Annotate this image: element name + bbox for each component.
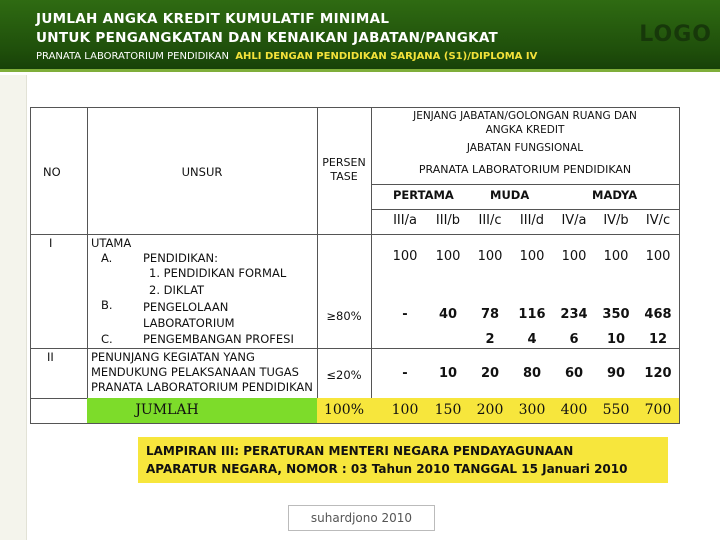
label-utama: UTAMA: [91, 236, 132, 250]
value-cell: 12: [648, 332, 668, 347]
value-cell: 10: [606, 332, 626, 347]
value-cell: 120: [644, 366, 672, 381]
value-cell: -: [402, 307, 408, 322]
left-sidebar-strip: [0, 75, 27, 540]
value-cell: 100: [392, 249, 418, 264]
level-muda: MUDA: [490, 188, 530, 202]
jumlah-pct: 100%: [323, 402, 365, 418]
value-cell: 2: [485, 332, 495, 347]
value-cell: 60: [564, 366, 584, 381]
grade: III/b: [435, 213, 461, 228]
row-no-ii: II: [47, 350, 54, 364]
value-cell: 90: [606, 366, 626, 381]
divider: [87, 108, 88, 423]
label-a: A.: [101, 251, 113, 265]
grade: IV/c: [645, 213, 671, 228]
credit-table: [30, 107, 680, 424]
value-cell: 80: [522, 366, 542, 381]
label-pengelolaan: PENGELOLAAN: [143, 300, 229, 314]
title-line-1: JUMLAH ANGKA KREDIT KUMULATIF MINIMAL: [36, 11, 390, 27]
divider: [31, 348, 679, 349]
header-persen: PERSEN: [322, 156, 366, 169]
divider: [31, 234, 679, 235]
header-tase: TASE: [330, 170, 358, 183]
value-cell: 100: [435, 249, 461, 264]
value-cell: 100: [645, 249, 671, 264]
label-pendidikan: PENDIDIKAN:: [143, 251, 218, 265]
header-banner: [0, 0, 720, 72]
header-no: NO: [43, 165, 61, 179]
lampiran-line-1: LAMPIRAN III: PERATURAN MENTERI NEGARA PENDAYAGUNAAN: [146, 444, 574, 458]
grade: IV/a: [561, 213, 587, 228]
divider: [371, 108, 372, 423]
header-jenjang: JENJANG JABATAN/GOLONGAN RUANG DAN: [413, 110, 637, 122]
value-cell: 6: [569, 332, 579, 347]
value-cell: 10: [438, 366, 458, 381]
label-penunjang-3: PRANATA LABORATORIUM PENDIDIKAN: [91, 380, 313, 394]
label-formal: 1. PENDIDIKAN FORMAL: [149, 266, 287, 280]
logo: LOGO: [639, 22, 712, 47]
header-angka-kredit: ANGKA KREDIT: [485, 124, 565, 136]
label-laboratorium: LABORATORIUM: [143, 316, 235, 330]
grade: IV/b: [603, 213, 629, 228]
value-cell: 78: [480, 307, 500, 322]
value-cell: 116: [518, 307, 546, 322]
header-unsur: UNSUR: [181, 165, 223, 179]
pct-penunjang: ≤20%: [326, 368, 362, 382]
value-cell: -: [402, 366, 408, 381]
subtitle-role: PRANATA LABORATORIUM PENDIDIKAN: [36, 51, 229, 62]
jumlah-value: 700: [644, 402, 672, 418]
value-cell: 234: [560, 307, 588, 322]
level-pertama: PERTAMA: [393, 188, 454, 202]
row-jumlah: [31, 398, 679, 423]
label-diklat: 2. DIKLAT: [149, 283, 205, 297]
jumlah-value: 100: [391, 402, 419, 418]
jumlah-label: JUMLAH: [135, 402, 199, 418]
grade: III/a: [393, 213, 417, 228]
label-penunjang-2: MENDUKUNG PELAKSANAAN TUGAS: [91, 365, 299, 379]
value-cell: 20: [480, 366, 500, 381]
level-madya: MADYA: [592, 188, 638, 202]
grade: III/c: [478, 213, 502, 228]
divider: [371, 209, 679, 210]
value-cell: 100: [561, 249, 587, 264]
jumlah-value: 150: [434, 402, 462, 418]
label-penunjang-1: PENUNJANG KEGIATAN YANG: [91, 350, 255, 364]
title-line-2: UNTUK PENGANGKATAN DAN KENAIKAN JABATAN/PANGKAT: [36, 30, 499, 46]
subtitle-education: AHLI DENGAN PENDIDIKAN SARJANA (S1)/DIPLOMA IV: [235, 51, 538, 62]
divider: [371, 184, 679, 185]
value-cell: 100: [603, 249, 629, 264]
row-no-i: I: [49, 236, 53, 250]
label-c: C.: [101, 332, 113, 346]
value-cell: 100: [477, 249, 503, 264]
header-pranata: PRANATA LABORATORIUM PENDIDIKAN: [418, 163, 632, 176]
value-cell: 100: [519, 249, 545, 264]
lampiran-box: [138, 437, 668, 483]
label-b: B.: [101, 298, 113, 312]
subtitle: [36, 51, 537, 62]
value-cell: 40: [438, 307, 458, 322]
jumlah-value: 400: [560, 402, 588, 418]
header-jabatan-fungsional: JABATAN FUNGSIONAL: [466, 142, 584, 154]
pct-utama: ≥80%: [326, 309, 362, 323]
grade: III/d: [519, 213, 545, 228]
label-profesi: PENGEMBANGAN PROFESI: [143, 332, 294, 346]
lampiran-line-2: APARATUR NEGARA, NOMOR : 03 Tahun 2010 TANGGAL 15 Januari 2010: [146, 462, 628, 476]
jumlah-value: 200: [476, 402, 504, 418]
value-cell: 4: [527, 332, 537, 347]
value-cell: 350: [602, 307, 630, 322]
author-credit: suhardjono 2010: [288, 505, 435, 531]
jumlah-value: 550: [602, 402, 630, 418]
value-cell: 468: [644, 307, 672, 322]
jumlah-value: 300: [518, 402, 546, 418]
